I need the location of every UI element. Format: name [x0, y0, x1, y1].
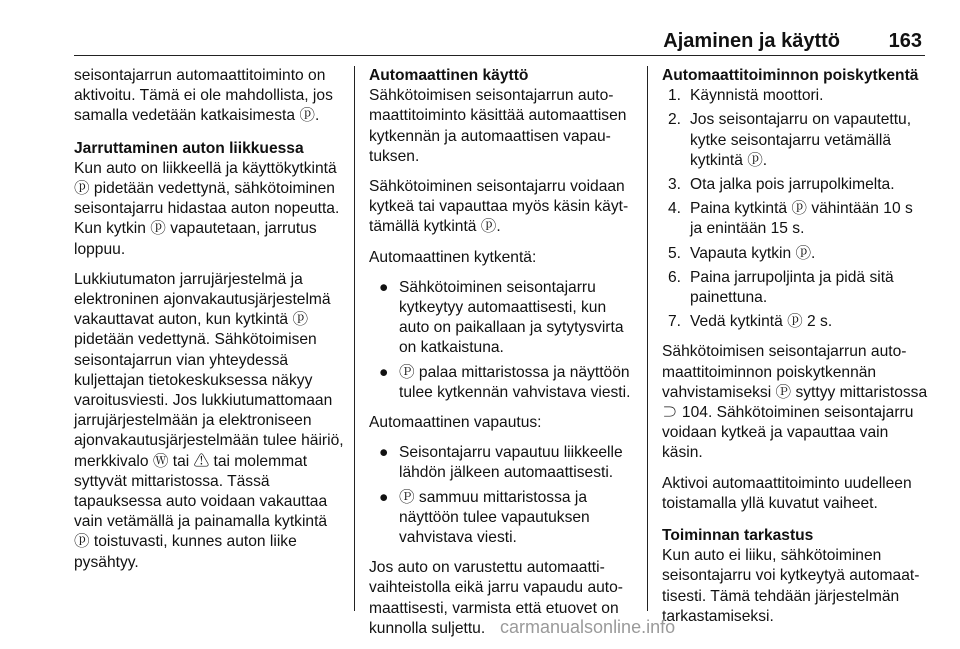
list-item-text: Ⓟ sammuu mittaristossa ja näyttöön tulee vapautuksen vahvistava viesti. — [399, 488, 590, 547]
paragraph-manual: Sähkötoiminen seisontajarru voidaan kytkeä tai vapauttaa myös käsin käyttämällä kytkintä ⓟ. — [369, 178, 629, 236]
heading-function-check: Toiminnan tarkastus — [662, 527, 814, 545]
column-middle — [369, 66, 633, 649]
list-auto-release — [369, 443, 633, 548]
step-item: 5. Vapauta kytkin ⓟ. — [668, 244, 816, 262]
step-text: Paina jarrupoljinta ja pidä sitä painettuna. — [690, 268, 894, 307]
step-text: Jos seisontajarru on vapautettu, kytke seisontajarru vetämällä kytkintä ⓟ. — [690, 111, 912, 169]
paragraph-abs-esc: Lukkiutumaton jarrujärjestelmä ja elektroninen ajonvakautusjärjestelmä vakauttavat auton, kun kytkintä ⓟ pidetään vedettynä. Sähkötoimisen seisontajarrun vian yhteydessä kuljettajan tietokeskuksessa näkyy varoitusviesti. Jos lukkiutumattomaan jarrujärjestelmään ja elektroniseen ajonvakautusjärjestelmään tulee häiriö, merkkivalo Ⓦ tai ⚠ tai molemmat syttyvät mittaristossa. Tässä tapauksessa auto voidaan vakauttaa vain vetämällä ja painamalla kytkintä ⓟ toistuvasti, kunnes auton liike pysähtyy. — [74, 270, 344, 571]
step-item: 4. Paina kytkintä ⓟ vähintään 10 s ja enintään 15 s. — [668, 200, 913, 238]
step-text: Ota jalka pois jarrupolkimelta. — [690, 176, 895, 194]
list-auto-engage — [369, 278, 633, 403]
list-item-text: Seisontajarru vapautuu liikkeelle lähdön jälkeen automaattisesti. — [399, 444, 623, 482]
heading-disable-auto: Automaattitoiminnon poiskytkentä — [662, 67, 919, 84]
heading-automatic-operation: Automaattinen käyttö — [369, 67, 529, 84]
step-item: 1. Käynnistä moottori. — [668, 87, 824, 105]
paragraph-auto-function: Sähkötoimisen seisontajarrun automaattitoiminto käsittää automaattisen kytkennän ja automaattisen vapautuksen. — [369, 87, 627, 165]
bullet-icon: ● — [379, 488, 389, 506]
step-text: Vapauta kytkin ⓟ. — [690, 244, 816, 262]
list-item — [369, 443, 633, 483]
column-divider-1 — [354, 66, 355, 611]
column-left — [74, 66, 346, 583]
label-auto-engage: Automaattinen kytkentä: — [369, 248, 537, 266]
paragraph-reactivate: Aktivoi automaattitoiminto uudelleen toistamalla yllä kuvatut vaiheet. — [662, 474, 912, 512]
step-item: 2. Jos seisontajarru on vapautettu, kytke seisontajarru vetämällä kytkintä ⓟ. — [668, 111, 912, 169]
column-right — [662, 66, 928, 637]
steps-list — [662, 86, 928, 332]
list-item — [369, 488, 633, 549]
list-item — [369, 278, 633, 359]
paragraph-function-check: Kun auto ei liiku, sähkötoiminen seisontajarru voi kytkeytyä automaattisesti. Tämä tehdään järjestelmän tarkastamiseksi. — [662, 547, 920, 625]
section-title: Ajaminen ja käyttö — [663, 30, 840, 52]
paragraph-automatic-gearbox: Jos auto on varustettu automaattivaihteistolla eikä jarru vapaudu automaattisesti, varmista että etuovet on kunnolla suljettu. — [369, 559, 623, 637]
step-item: 7. Vedä kytkintä ⓟ 2 s. — [668, 313, 833, 331]
page-number: 163 — [888, 30, 922, 52]
bullet-icon: ● — [379, 444, 389, 462]
bullet-icon: ● — [379, 363, 389, 381]
paragraph-confirmation: Sähkötoimisen seisontajarrun automaattitoiminnon poiskytkennän vahvistamiseksi Ⓟ syttyy mittaristossa ⊃ 104. Sähkötoiminen seisontajarru voidaan kytkeä ja vapauttaa vain käsin. — [662, 343, 928, 462]
heading-braking-while-moving: Jarruttaminen auton liikkuessa — [74, 139, 304, 157]
watermark: carmanualsonline.info — [500, 617, 676, 637]
header-divider — [74, 55, 925, 56]
paragraph-continuation: seisontajarrun automaattitoiminto on aktivoitu. Tämä ei ole mahdollista, jos samalla vedetään katkaisimesta ⓟ. — [74, 67, 333, 125]
list-item-text: Ⓟ palaa mittaristossa ja näyttöön tulee kytkennän vahvistava viesti. — [399, 363, 631, 401]
step-text: Vedä kytkintä ⓟ 2 s. — [690, 313, 833, 331]
step-text: Käynnistä moottori. — [690, 87, 824, 105]
step-text: Paina kytkintä ⓟ vähintään 10 s ja enintään 15 s. — [690, 200, 913, 238]
bullet-icon: ● — [379, 278, 389, 296]
paragraph-braking: Kun auto on liikkeellä ja käyttökytkintä ⓟ pidetään vedettynä, sähkötoiminen seisontajarru hidastaa auton nopeutta. Kun kytkin ⓟ vapautetaan, jarrutus loppuu. — [74, 159, 340, 258]
list-item — [369, 363, 633, 403]
label-auto-release: Automaattinen vapautus: — [369, 414, 542, 432]
column-divider-2 — [647, 66, 648, 611]
step-item: 3. Ota jalka pois jarrupolkimelta. — [668, 176, 895, 194]
list-item-text: Sähkötoiminen seisontajarru kytkeytyy automaattisesti, kun auto on paikallaan ja sytytysvirta on katkaistuna. — [399, 278, 624, 357]
step-item: 6. Paina jarrupoljinta ja pidä sitä painettuna. — [668, 268, 894, 307]
